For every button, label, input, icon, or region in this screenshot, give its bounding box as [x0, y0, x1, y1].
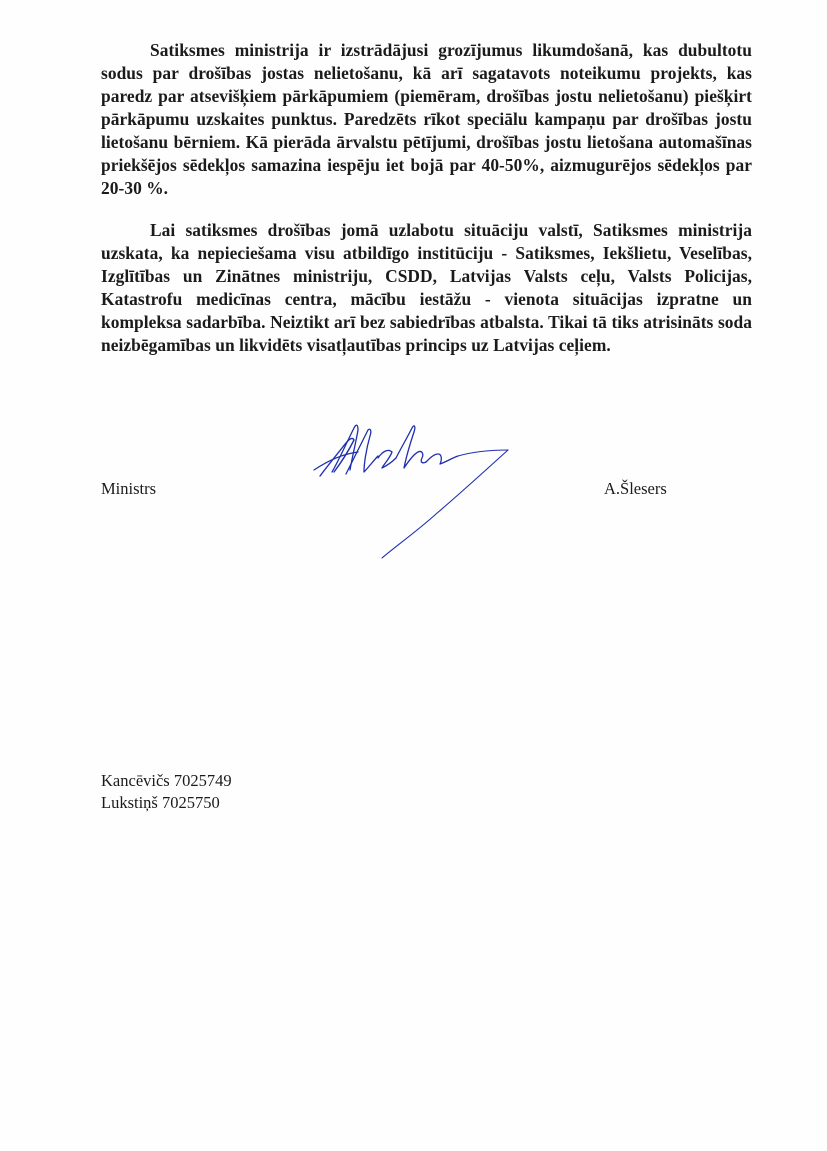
handwritten-signature	[312, 418, 526, 563]
contact-list	[101, 770, 232, 814]
contact-line: Kancēvičs 7025749	[101, 771, 232, 790]
body-paragraph-seatbelt-measures: Satiksmes ministrija ir izstrādājusi grozījumus likumdošanā, kas dubultotu sodus par drošības jostas nelietošanu, kā arī sagatavots noteikumu projekts, kas paredz par atsevišķiem pārkāpumiem (piemēram, drošības jostu nelietošanu) piešķirt pārkāpumu uzskaites punktus. Paredzēts rīkot speciālu kampaņu par drošības jostu lietošanu bērniem. Kā pierāda ārvalstu pētījumi, drošības jostu lietošana automašīnas priekšējos sēdekļos samazina iespēju iet bojā par 40-50%, aizmugurējos sēdekļos par 20-30 %.	[101, 40, 752, 198]
signer-role-label: Ministrs	[101, 479, 157, 498]
body-paragraph-cooperation: Lai satiksmes drošības jomā uzlabotu situāciju valstī, Satiksmes ministrija uzskata, ka nepieciešama visu atbildīgo institūciju - Satiksmes, Iekšlietu, Veselības, Izglītības un Zinātnes ministriju, CSDD, Latvijas Valsts ceļu, Valsts Policijas, Katastrofu medicīnas centra, mācību iestāžu - vienota situācijas izpratne un kompleksa sadarbība. Neiztikt arī bez sabiedrības atbalsta. Tikai tā tiks atrisināts soda neizbēgamības un likvidēts visatļautības princips uz Latvijas ceļiem.	[101, 220, 752, 355]
contact-line: Lukstiņš 7025750	[101, 793, 220, 812]
signer-name: A.Šlesers	[604, 479, 667, 498]
